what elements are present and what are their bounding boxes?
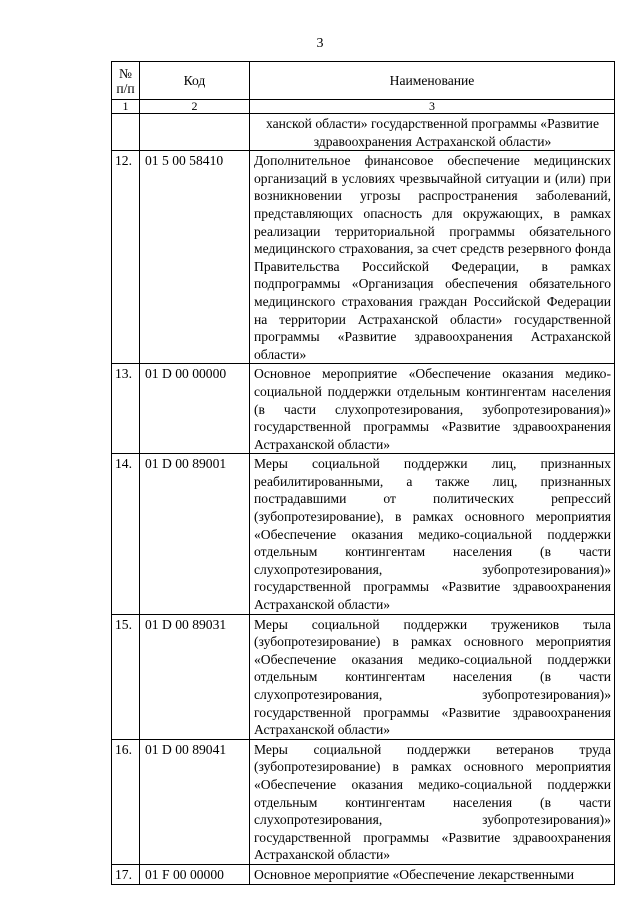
row-name: Дополнительное финансовое обеспечение медицинских организаций в условиях чрезвычайной ситуации и (или) при возникновении угрозы распространения заболеваний, представляющих опасность для окружающих, в рамках реализации территориальной программы обязательного медицинского страхования, за счет средств резервного фонда Правительства Российской Федерации, в рамках подпрограммы «Организация обеспечения обязательного медицинского страхования граждан Российской Федерации на территории Астраханской области» государственной программы «Развитие здравоохранения Астраханской области» (250, 151, 615, 364)
table-row (112, 454, 615, 614)
table-row (112, 151, 615, 364)
row-name: Основное мероприятие «Обеспечение оказания медико-социальной поддержки отдельным контингентам населения (в части слухопротезирования, зубопротезирования)» государственной программы «Развитие здравоохранения Астраханской области» (250, 364, 615, 454)
table-row (112, 364, 615, 454)
row-code: 01 D 00 89041 (140, 739, 250, 864)
column-index: 1 (112, 100, 140, 114)
table-row (112, 114, 615, 151)
row-code (140, 114, 250, 151)
header-number: № п/п (112, 62, 140, 100)
column-index: 2 (140, 100, 250, 114)
row-name: Меры социальной поддержки лиц, признанных реабилитированными, а также лиц, признанных пострадавшими от политических репрессий (зубопротезирование), в рамках основного мероприятия «Обеспечение оказания медико-социальной поддержки отдельным контингентам населения (в части слухопротезирования, зубопротезирования)» государственной программы «Развитие здравоохранения Астраханской области» (250, 454, 615, 614)
row-number: 12. (112, 151, 140, 364)
row-code: 01 F 00 00000 (140, 864, 250, 884)
row-number: 14. (112, 454, 140, 614)
header-code: Код (140, 62, 250, 100)
budget-code-table (111, 61, 615, 885)
page-number: 3 (316, 36, 324, 51)
row-code: 01 D 00 89001 (140, 454, 250, 614)
row-code: 01 D 00 89031 (140, 614, 250, 739)
table-row (112, 864, 615, 884)
row-name: Меры социальной поддержки тружеников тыла (зубопротезирование) в рамках основного мероприятия «Обеспечение оказания медико-социальной поддержки отдельным контингентам населения (в части слухопротезирования, зубопротезирования)» государственной программы «Развитие здравоохранения Астраханской области» (250, 614, 615, 739)
header-name: Наименование (250, 62, 615, 100)
table-header (112, 62, 615, 114)
row-number (112, 114, 140, 151)
table-row (112, 614, 615, 739)
row-number: 16. (112, 739, 140, 864)
row-number: 15. (112, 614, 140, 739)
row-name: Меры социальной поддержки ветеранов труда (зубопротезирование) в рамках основного мероприятия «Обеспечение оказания медико-социальной поддержки отдельным контингентам населения (в части слухопротезирования, зубопротезирования)» государственной программы «Развитие здравоохранения Астраханской области» (250, 739, 615, 864)
row-number: 17. (112, 864, 140, 884)
table-row (112, 739, 615, 864)
row-number: 13. (112, 364, 140, 454)
row-code: 01 D 00 00000 (140, 364, 250, 454)
row-name: Основное мероприятие «Обеспечение лекарственными (250, 864, 615, 884)
row-code: 01 5 00 58410 (140, 151, 250, 364)
column-index-row (112, 100, 615, 114)
row-name: ханской области» государственной программы «Развитие здравоохранения Астраханской области» (250, 114, 615, 151)
column-index: 3 (250, 100, 615, 114)
